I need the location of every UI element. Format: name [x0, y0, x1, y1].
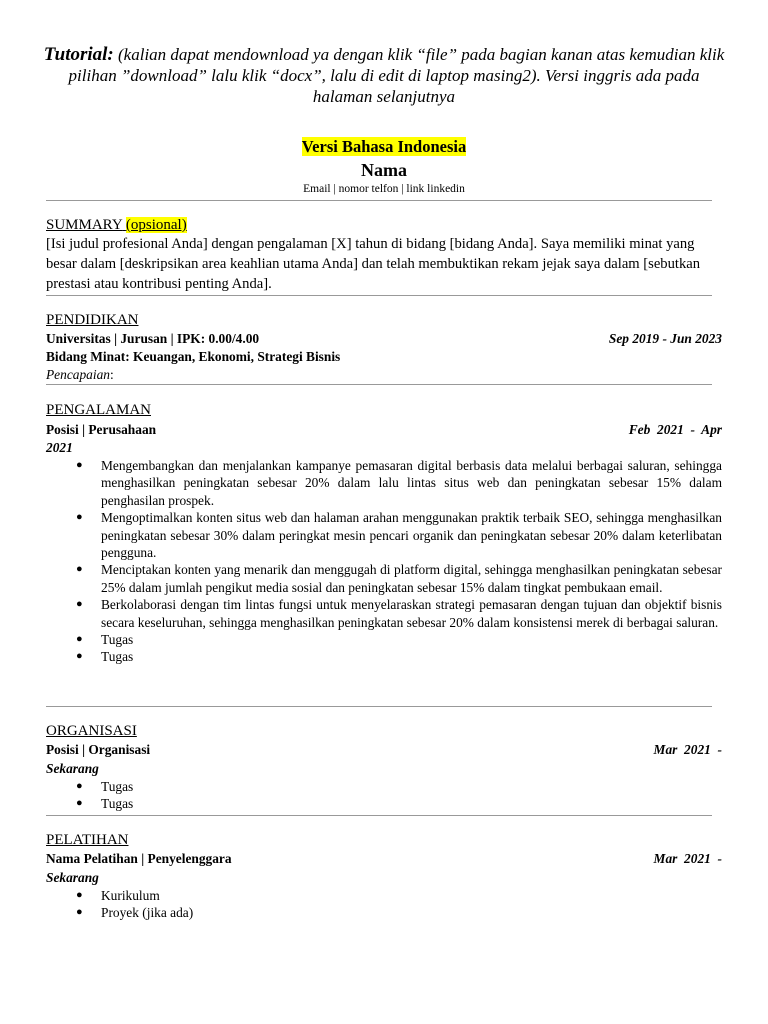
list-item: ● Tugas: [46, 648, 722, 665]
organization-date-row: [46, 760, 722, 777]
education-achievement-row: [46, 366, 722, 383]
divider: [46, 200, 712, 201]
summary-text: [Isi judul profesional Anda] dengan pengalaman [X] tahun di bidang [bidang Anda]. Saya memiliki minat yang besar dalam [deskripsikan area keahlian utama Anda] dan telah membuktikan rekam jejak saya dalam [sebutkan prestasi atau kontribusi penting Anda].: [46, 236, 701, 292]
tutorial-note: [40, 44, 728, 107]
list-item: ● Tugas: [46, 778, 722, 795]
education-interest: Bidang Minat: Keuangan, Ekonomi, Strategi Bisnis: [46, 349, 341, 364]
experience-bullets: [46, 457, 722, 666]
list-item: ● Kurikulum: [46, 887, 722, 904]
divider: [46, 815, 712, 816]
list-item: ● Berkolaborasi dengan tim lintas fungsi untuk menyelaraskan strategi pemasaran dengan tujuan dan objektif bisnis secara keseluruhan, sehingga menghasilkan peningkatan sebesar 20% dalam konsistensi merek di berbagai saluran.: [46, 596, 722, 631]
training-heading: PELATIHAN: [46, 832, 129, 848]
divider: [46, 384, 712, 385]
achievement-label: Pencapaian: [46, 367, 110, 382]
organization-date-continued: Sekarang: [46, 761, 99, 776]
organization-date: Mar 2021 -: [653, 742, 722, 757]
education-date: Sep 2019 - Jun 2023: [608, 331, 722, 346]
version-title: Versi Bahasa Indonesia: [301, 137, 467, 156]
education-heading: PENDIDIKAN: [46, 312, 139, 328]
education-school: Universitas | Jurusan | IPK: 0.00/4.00: [46, 331, 260, 346]
list-item: ● Mengoptimalkan konten situs web dan halaman arahan menggunakan praktik terbaik SEO, sehingga menghasilkan peningkatan sebesar 30% dalam peringkat mesin pencari organik dan peningkatan sebesar 20% dalam keterlibatan pengguna.: [46, 509, 722, 561]
organization-heading: ORGANISASI: [46, 723, 137, 739]
summary-heading: [46, 216, 187, 234]
list-item: ● Mengembangkan dan menjalankan kampanye pemasaran digital berbasis data melalui berbagai saluran, sehingga menghasilkan peningkatan sebesar 20% dalam lalu lintas situs web dan peningkatan sebesar 15% dalam penghasilan prospek.: [46, 457, 722, 509]
resume-name: Nama: [361, 160, 407, 180]
training-date-row: [46, 869, 722, 886]
training-bullets: [46, 887, 722, 922]
experience-date-continued: 2021: [46, 440, 73, 455]
experience-heading: PENGALAMAN: [46, 402, 151, 418]
summary-optional-tag: (opsional): [125, 217, 187, 233]
version-title-row: [0, 137, 768, 157]
list-item: ● Tugas: [46, 795, 722, 812]
tutorial-text: (kalian dapat mendownload ya dengan klik “file” pada bagian kanan atas kemudian klik pilihan ”download” lalu klik “docx”, lalu di edit di laptop masing2). Versi inggris ada pada halaman selanjutnya: [68, 45, 725, 106]
experience-date-row: [46, 439, 722, 456]
training-name: Nama Pelatihan | Penyelenggara: [46, 851, 232, 866]
experience-role: Posisi | Perusahaan: [46, 422, 157, 437]
divider: [46, 706, 712, 707]
organization-role: Posisi | Organisasi: [46, 742, 151, 757]
list-item: ● Menciptakan konten yang menarik dan menggugah di platform digital, sehingga menghasilkan peningkatan sebesar 25% dalam jumlah pengikut media sosial dan peningkatan sebesar 15% dalam tingkat pembukaan email.: [46, 561, 722, 596]
experience-date: Feb 2021 - Apr: [628, 422, 722, 437]
training-date: Mar 2021 -: [653, 851, 722, 866]
achievement-colon: :: [109, 367, 114, 382]
contact-line: Email | nomor telfon | link linkedin: [303, 183, 465, 195]
divider: [46, 295, 712, 296]
training-date-continued: Sekarang: [46, 870, 99, 885]
tutorial-label: Tutorial:: [43, 44, 114, 65]
organization-bullets: [46, 778, 722, 813]
summary-heading-text: SUMMARY: [46, 217, 123, 233]
list-item: ● Proyek (jika ada): [46, 904, 722, 921]
list-item: ● Tugas: [46, 631, 722, 648]
